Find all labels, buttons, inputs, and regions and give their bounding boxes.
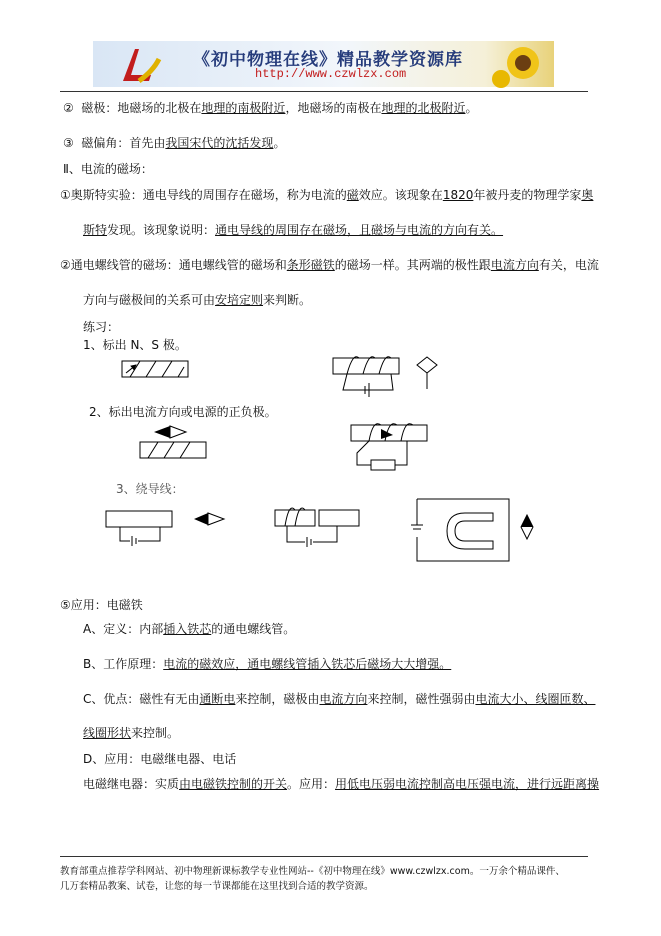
compass-needle-icon [417,355,441,395]
section-heading-current-field: Ⅱ、电流的磁场： [63,162,153,176]
exercise-3-label: 3、绕导线： [116,482,184,496]
line-principle: B、工作原理：电流的磁效应，通电螺线管插入铁芯后磁场大大增强。 [83,657,452,671]
exercise-2-label: 2、标出电流方向或电源的正负极。 [89,405,277,419]
header-banner [93,41,554,87]
exercise-2-solenoid-left [140,424,230,464]
header-divider [60,91,588,92]
line-declination: ③ 磁偏角：首先由我国宋代的沈括发现。 [63,136,286,150]
line-advantages: C、优点：磁性有无由通断电来控制，磁极由电流方向来控制，磁性强弱由电流大小、线圈匝数、 [83,692,596,706]
sunflower-icon [493,41,553,87]
line-electromagnet-heading: ⑤应用：电磁铁 [60,598,143,612]
exercise-3-solenoid-left [106,507,226,552]
line-applications: D、应用：电磁继电器、电话 [83,752,237,766]
line-definition: A、定义：内部插入铁芯的通电螺线管。 [83,622,296,636]
line-oersted: ①奥斯特实验：通电导线的周围存在磁场，称为电流的磁效应。该现象在1820年被丹麦的物理学家奥 [60,188,594,202]
line-magnetic-poles: ② 磁极：地磁场的北极在地理的南极附近，地磁场的南极在地理的北极附近。 [63,101,478,115]
practice-label: 练习： [83,320,120,334]
exercise-3-two-solenoids [275,500,365,555]
footer-line-2: 几万套精品教案、试卷，让您的每一节课都能在这里找到合适的教学资源。 [60,881,374,892]
header-url[interactable]: http://www.czwlzx.com [255,67,407,81]
line-relay: 电磁继电器：实质由电磁铁控制的开关。应用：用低电压弱电流控制高电压强电流，进行远距离操 [83,777,600,791]
exercise-1-solenoid-left [122,357,202,387]
footer-divider [60,856,588,857]
exercise-1-label: 1、标出 N、S 极。 [83,338,187,352]
line-solenoid-cont: 方向与磁极间的关系可由安培定则来判断。 [83,293,312,307]
logo-icon [113,41,163,87]
exercise-2-solenoid-right [351,419,441,479]
line-advantages-cont: 线圈形状来控制。 [83,726,180,740]
header-title: 《初中物理在线》精品教学资源库 [193,50,463,70]
line-oersted-cont: 斯特发现。该现象说明：通电导线的周围存在磁场，且磁场与电流的方向有关。 [83,223,504,237]
footer-line-1: 教育部重点推荐学科网站、初中物理新课标教学专业性网站--《初中物理在线》www.czwlzx.com。一万余个精品课件、 [60,866,565,877]
line-solenoid: ②通电螺线管的磁场：通电螺线管的磁场和条形磁铁的磁场一样。其两端的极性跟电流方向有关，电流 [60,258,599,272]
exercise-3-horseshoe-magnet [409,495,539,565]
